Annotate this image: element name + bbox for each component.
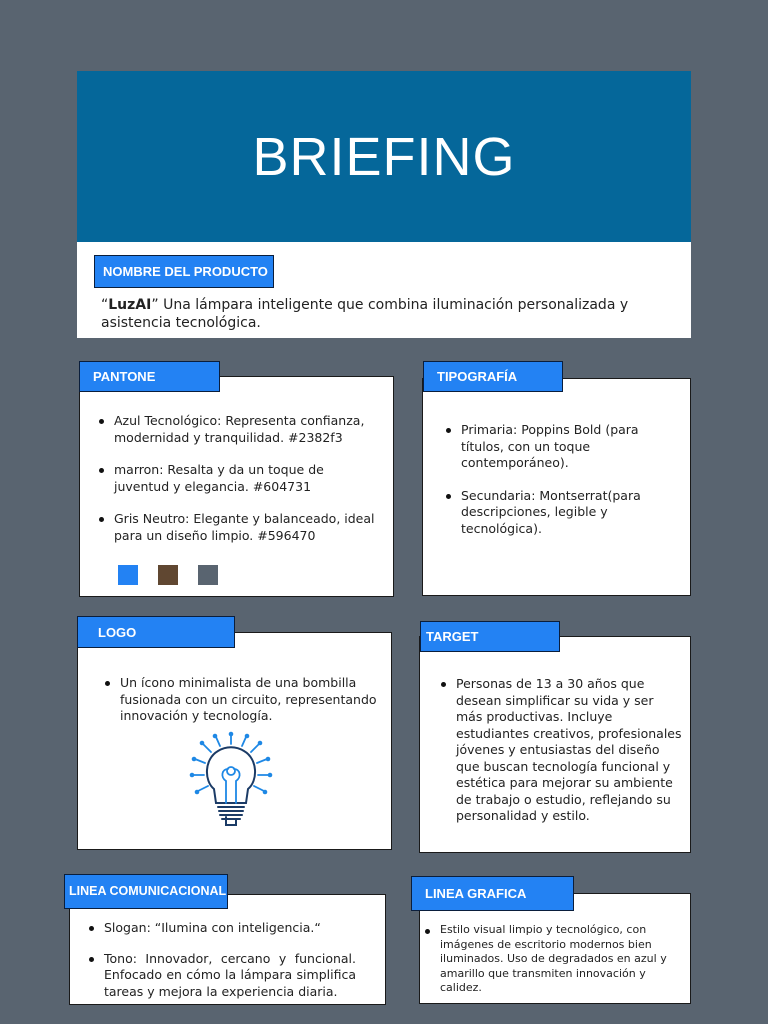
tipografia-list (443, 422, 668, 537)
linea-comunicacional-card (69, 894, 386, 1005)
list-item: Primaria: Poppins Bold (para títulos, con un toque contemporáneo). (443, 422, 668, 472)
list-item: Estilo visual limpio y tecnológico, con imágenes de escritorio modernos bien iluminados. Uso de degradados en azul y amarillo que transmiten innovación y calidez. (422, 923, 690, 996)
pantone-card (79, 376, 394, 597)
page-title: BRIEFING (252, 126, 516, 187)
tipografia-card (422, 378, 691, 596)
list-item: Tono: Innovador, cercano y funcional. Enfocado en cómo la lámpara simplifica tareas y mejora la experiencia diaria. (86, 951, 356, 1001)
list-item: marron: Resalta y da un toque de juventud y elegancia. #604731 (96, 462, 376, 495)
linea-comunicacional-tag: LINEA COMUNICACIONAL (64, 874, 228, 909)
swatch-gray (198, 565, 218, 585)
tipografia-tag: TIPOGRAFÍA (423, 361, 563, 392)
briefing-header (77, 71, 691, 242)
product-description (101, 296, 661, 332)
logo-tag: LOGO (77, 616, 235, 648)
product-section (77, 242, 691, 338)
logo-card (77, 632, 392, 850)
swatch-blue (118, 565, 138, 585)
pantone-list (96, 413, 376, 544)
linea-grafica-tag: LINEA GRAFICA (411, 876, 574, 911)
list-item: Un ícono minimalista de una bombilla fusionada con un circuito, representando innovación y tecnología. (102, 675, 377, 725)
product-description-text: Una lámpara inteligente que combina iluminación personalizada y asistencia tecnológica. (101, 297, 629, 331)
list-item: Gris Neutro: Elegante y balanceado, ideal para un diseño limpio. #596470 (96, 511, 376, 544)
swatch-brown (158, 565, 178, 585)
product-name: LuzAI (108, 297, 152, 313)
lightbulb-circuit-icon (186, 731, 276, 831)
list-item: Personas de 13 a 30 años que desean simplificar su vida y ser más productivas. Incluye estudiantes creativos, profesionales jóvenes y entusiastas del diseño que buscan tecnología funcional y estética para mejorar su ambiente de trabajo o estudio, reflejando su personalidad y estilo. (438, 676, 683, 825)
logo-list (102, 675, 377, 725)
product-name-tag: NOMBRE DEL PRODUCTO (94, 255, 274, 288)
list-item: Slogan: “Ilumina con inteligencia.“ (86, 920, 356, 937)
target-tag: TARGET (420, 621, 560, 652)
target-card (419, 636, 691, 853)
pantone-tag: PANTONE (79, 361, 220, 392)
target-list (438, 676, 683, 825)
linea-grafica-list (422, 923, 690, 996)
quote-close: ” (151, 297, 159, 313)
list-item: Azul Tecnológico: Representa confianza, modernidad y tranquilidad. #2382f3 (96, 413, 376, 446)
color-swatches (118, 565, 218, 585)
list-item: Secundaria: Montserrat(para descripciones, legible y tecnológica). (443, 488, 668, 538)
linea-comunicacional-list (86, 920, 356, 1000)
quote-open: “ (101, 297, 109, 313)
